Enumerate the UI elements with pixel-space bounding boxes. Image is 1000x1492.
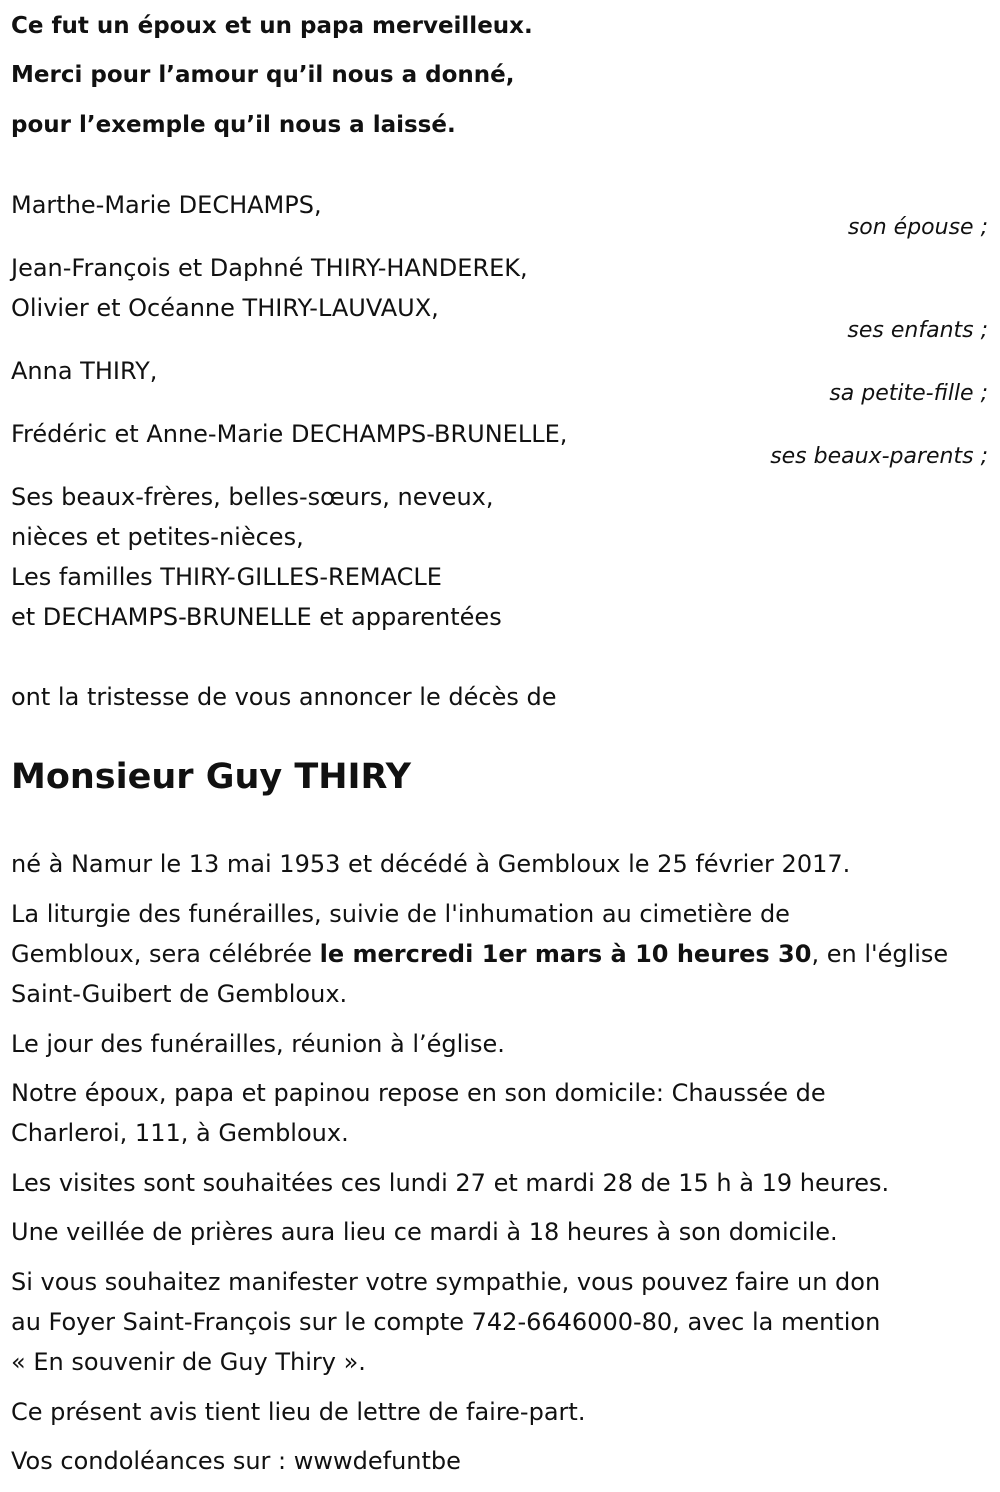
intro-line-2: Merci pour l’amour qu’il nous a donné, <box>11 62 515 88</box>
condolences: Vos condoléances sur : wwwdefuntbe <box>11 1447 461 1475</box>
others-line-4: et DECHAMPS-BRUNELLE et apparentées <box>11 603 502 631</box>
intro-line-1: Ce fut un époux et un papa merveilleux. <box>11 13 533 39</box>
sympathy-line-3: « En souvenir de Guy Thiry ». <box>11 1348 366 1376</box>
liturgy-line-2 <box>11 939 948 969</box>
vigil: Une veillée de prières aura lieu ce mardi à 18 heures à son domicile. <box>11 1218 838 1246</box>
spouse-role: son épouse ; <box>847 215 988 240</box>
meeting: Le jour des funérailles, réunion à l’église. <box>11 1030 505 1058</box>
child-name-2: Olivier et Océanne THIRY-LAUVAUX, <box>11 294 439 322</box>
granddaughter-name: Anna THIRY, <box>11 357 158 385</box>
liturgy-line-3: Saint-Guibert de Gembloux. <box>11 980 348 1008</box>
intro-line-3: pour l’exemple qu’il nous a laissé. <box>11 112 456 138</box>
announcement: ont la tristesse de vous annoncer le décès de <box>11 683 557 711</box>
liturgy-line-2-post: , en l'église <box>811 940 949 968</box>
children-role: ses enfants ; <box>847 318 988 343</box>
others-line-3: Les familles THIRY-GILLES-REMACLE <box>11 563 442 591</box>
birth-death: né à Namur le 13 mai 1953 et décédé à Gembloux le 25 février 2017. <box>11 850 851 878</box>
rests-line-2: Charleroi, 111, à Gembloux. <box>11 1119 349 1147</box>
child-name-1: Jean-François et Daphné THIRY-HANDEREK, <box>11 254 528 282</box>
deceased-name: Monsieur Guy THIRY <box>11 757 411 797</box>
liturgy-line-1: La liturgie des funérailles, suivie de l'inhumation au cimetière de <box>11 900 790 928</box>
parents-in-law-role: ses beaux-parents ; <box>770 444 988 469</box>
sympathy-line-2: au Foyer Saint-François sur le compte 742-6646000-80, avec la mention <box>11 1308 881 1336</box>
granddaughter-role: sa petite-fille ; <box>829 381 988 406</box>
sympathy-line-1: Si vous souhaitez manifester votre sympathie, vous pouvez faire un don <box>11 1268 881 1296</box>
parents-in-law-name: Frédéric et Anne-Marie DECHAMPS-BRUNELLE, <box>11 420 568 448</box>
others-line-1: Ses beaux-frères, belles-sœurs, neveux, <box>11 483 494 511</box>
others-line-2: nièces et petites-nièces, <box>11 523 304 551</box>
notice: Ce présent avis tient lieu de lettre de faire-part. <box>11 1398 586 1426</box>
spouse-name: Marthe-Marie DECHAMPS, <box>11 191 322 219</box>
liturgy-line-2-pre: Gembloux, sera célébrée <box>11 940 320 968</box>
funeral-date-time: le mercredi 1er mars à 10 heures 30 <box>319 940 812 968</box>
visits: Les visites sont souhaitées ces lundi 27 et mardi 28 de 15 h à 19 heures. <box>11 1169 890 1197</box>
rests-line-1: Notre époux, papa et papinou repose en son domicile: Chaussée de <box>11 1079 826 1107</box>
